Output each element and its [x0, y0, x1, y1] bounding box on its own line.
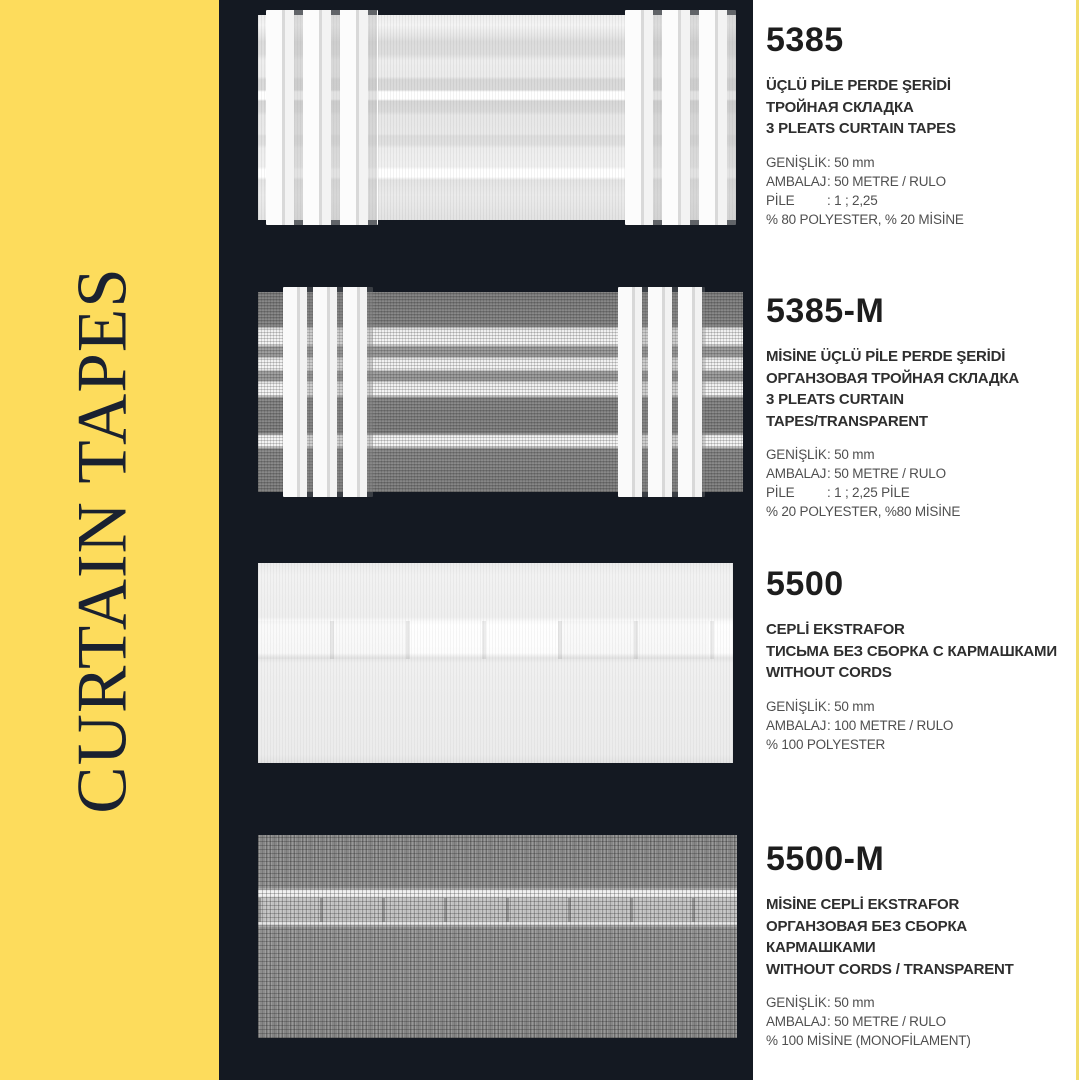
product-code: 5500-M [766, 840, 885, 878]
product-info [766, 291, 1066, 521]
spec-row [766, 191, 1066, 210]
spec-value: : 50 mm [827, 698, 875, 714]
product-descriptions [766, 619, 1066, 684]
product-descriptions [766, 75, 1066, 140]
spec-label: AMBALAJ [766, 717, 827, 733]
spec-label: GENİŞLİK [766, 995, 827, 1010]
spec-list [766, 153, 1066, 229]
description-turkish: ÜÇLÜ PİLE PERDE ŞERİDİ [766, 77, 951, 94]
pleat-folds-right [618, 287, 705, 497]
description-russian: ОРГАНЗОВАЯ БЕЗ СБОРКА КАРМАШКАМИ [766, 917, 968, 956]
spec-label: GENİŞLİK [766, 154, 827, 170]
product-descriptions [766, 894, 1066, 980]
spec-value: : 50 METRE / RULO [827, 1014, 946, 1029]
spec-value: : 100 METRE / RULO [827, 717, 954, 733]
tape-photo-pleated-transparent [258, 292, 743, 492]
description-turkish: MİSİNE ÜÇLÜ PİLE PERDE ŞERİDİ [766, 348, 1006, 365]
spec-value: : 50 mm [827, 447, 875, 462]
spec-list [766, 445, 1066, 521]
spec-label: GENİŞLİK [766, 447, 827, 462]
spec-value: : 50 mm [827, 995, 875, 1010]
pleat-folds-left [283, 287, 373, 497]
right-edge-accent-line [1076, 0, 1079, 1080]
product-info [766, 564, 1066, 754]
spec-label: GENİŞLİK [766, 698, 827, 714]
pleat-folds-left [266, 10, 378, 225]
sidebar-title-text: CURTAIN TAPES [64, 266, 142, 814]
spec-row [766, 1012, 1066, 1031]
product-descriptions [766, 346, 1066, 432]
product-code: 5385 [766, 21, 844, 59]
product-code: 5500 [766, 565, 844, 603]
description-english: WITHOUT CORDS [766, 664, 892, 681]
spec-list [766, 993, 1066, 1050]
pocket-seams [258, 621, 733, 659]
material-composition: % 20 POLYESTER, %80 MİSİNE [766, 504, 961, 519]
spec-row [766, 445, 1066, 464]
material-composition: % 100 POLYESTER [766, 736, 886, 752]
pocket-seams [258, 898, 737, 922]
description-turkish: MİSİNE CEPLİ EKSTRAFOR [766, 896, 960, 913]
tape-photo-pleated-white [258, 15, 736, 220]
spec-value: : 50 METRE / RULO [827, 173, 946, 189]
tape-photo-pocket-transparent [258, 835, 737, 1038]
spec-value: : 1 ; 2,25 [827, 192, 878, 208]
description-english: WITHOUT CORDS / TRANSPARENT [766, 960, 1014, 978]
spec-label: AMBALAJ [766, 173, 827, 189]
spec-row [766, 697, 1066, 716]
spec-value: : 50 mm [827, 154, 875, 170]
tape-photo-pocket-white [258, 563, 733, 763]
product-info [766, 839, 1066, 1050]
material-composition: % 80 POLYESTER, % 20 MİSİNE [766, 211, 964, 227]
description-russian: ОРГАНЗОВАЯ ТРОЙНАЯ СКЛАДКА [766, 369, 1020, 387]
material-composition: % 100 MİSİNE (MONOFİLAMENT) [766, 1033, 971, 1048]
pleat-folds-right [625, 10, 736, 225]
spec-label: PİLE [766, 485, 795, 500]
spec-row [766, 464, 1066, 483]
spec-row [766, 716, 1066, 735]
spec-list [766, 697, 1066, 754]
product-code: 5385-M [766, 292, 885, 330]
description-russian: ТРОЙНАЯ СКЛАДКА [766, 98, 914, 116]
spec-value: : 50 METRE / RULO [827, 466, 946, 481]
spec-label: AMBALAJ [766, 466, 827, 481]
description-english: 3 PLEATS CURTAIN TAPES [766, 120, 956, 137]
spec-label: PİLE [766, 192, 795, 208]
spec-row [766, 153, 1066, 172]
spec-row [766, 483, 1066, 502]
sidebar-title [0, 0, 219, 1080]
spec-row [766, 172, 1066, 191]
spec-value: : 1 ; 2,25 PİLE [827, 485, 910, 500]
description-russian: ТИСЬМА БЕЗ СБОРКА С КАРМАШКАМИ [766, 642, 1057, 660]
description-turkish: CEPLİ EKSTRAFOR [766, 621, 905, 638]
product-info [766, 20, 1066, 229]
description-english: 3 PLEATS CURTAIN TAPES/TRANSPARENT [766, 391, 928, 430]
spec-row [766, 993, 1066, 1012]
spec-label: AMBALAJ [766, 1014, 827, 1029]
